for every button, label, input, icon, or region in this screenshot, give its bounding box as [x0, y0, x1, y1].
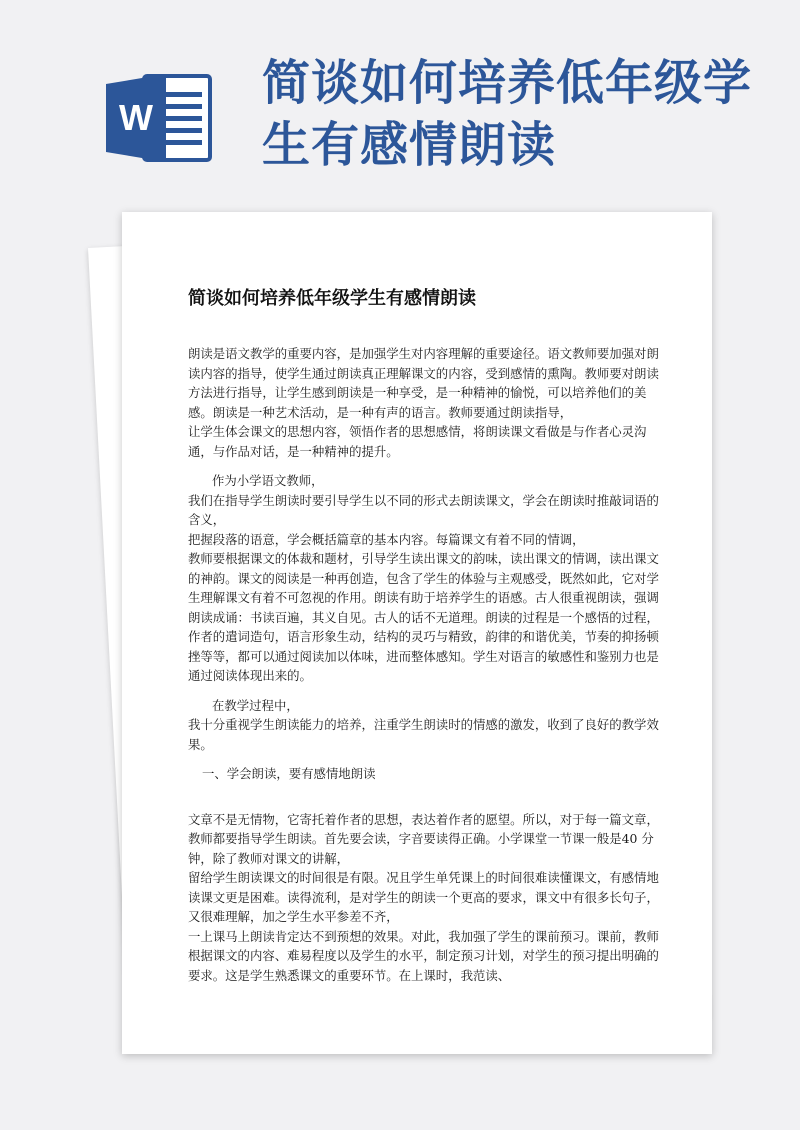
paragraph: 在教学过程中， — [212, 697, 299, 713]
paragraph: 朗读是语文教学的重要内容，是加强学生对内容理解的重要途径。语文教师要加强对朗读内容的指导，使学生通过朗读真正理解课文的内容，受到感情的熏陶。教师要对朗读方法进行指导，让学生感到朗读是一种享受，是一种精神的愉悦，可以培养他们的美感。朗读是一种艺术活动，是一种有声的语言。教师要通过朗读指导， — [188, 346, 659, 420]
paragraph: 作为小学语文教师， — [212, 473, 324, 488]
paragraph: 文章不是无情物，它寄托着作者的思想，表达着作者的愿望。所以，对于每一篇文章，教师都要指导学生朗读。首先要会读，字音要读得正确。小学课堂一节课一般是40 分钟，除了教师对课文的讲解， — [188, 811, 659, 866]
paragraph: 我十分重视学生朗读能力的培养，注重学生朗读时的情感的激发，收到了良好的教学效果。 — [188, 717, 659, 752]
word-document-icon — [106, 70, 216, 166]
document-title: 简谈如何培养低年级学生有感情朗读 — [188, 288, 476, 309]
paragraph: 教师要根据课文的体裁和题材，引导学生读出课文的韵味，读出课文的情调，读出课文的神韵。课文的阅读是一种再创造，包含了学生的体验与主观感受，既然如此，它对学生理解课文有着不可忽视的作用。朗读有助于培养学生的语感。古人很重视朗读，强调朗读成诵：书读百遍，其义自见。古人的话不无道理。朗读的过程是一个感悟的过程，作者的遣词造句，语言形象生动，结构的灵巧与精致，韵律的和谐优美，节奏的抑扬顿挫等等，都可以通过阅读加以体味，进而整体感知。学生对语言的敏感性和鉴别力也是通过阅读体现出来的。 — [188, 551, 659, 683]
word-icon-letter: W — [119, 97, 153, 138]
paragraph: 把握段落的语意，学会概括篇章的基本内容。每篇课文有着不同的情调， — [188, 531, 585, 547]
paragraph: 一上课马上朗读肯定达不到预想的效果。对此，我加强了学生的课前预习。课前，教师根据课文的内容、难易程度以及学生的水平，制定预习计划，对学生的预习提出明确的要求。这是学生熟悉课文的重要环节。在上课时，我范读、 — [188, 928, 659, 983]
document-page — [122, 212, 712, 1054]
document-body — [188, 344, 663, 985]
section-heading: 一、学会朗读，要有感情地朗读 — [202, 766, 376, 781]
paragraph: 我们在指导学生朗读时要引导学生以不同的形式去朗读课文，学会在朗读时推敲词语的含义， — [188, 492, 659, 527]
paragraph: 让学生体会课文的思想内容，领悟作者的思想感情，将朗读课文看做是与作者心灵沟通，与作品对话，是一种精神的提升。 — [188, 424, 647, 459]
paragraph: 留给学生朗读课文的时间很是有限。况且学生单凭课上的时间很难读懂课文，有感情地读课文更是困难。读得流利，是对学生的朗读一个更高的要求，课文中有很多长句子，又很难理解，加之学生水平参差不齐， — [188, 870, 659, 924]
header-title: 简谈如何培养低年级学生有感情朗读 — [262, 55, 753, 173]
